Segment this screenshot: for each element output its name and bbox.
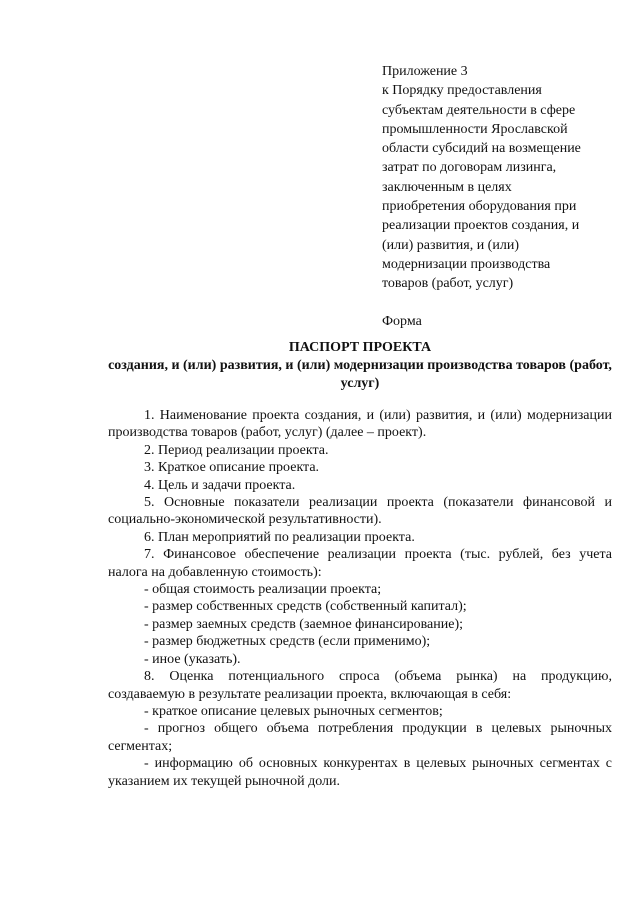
- document-title: [108, 339, 612, 393]
- document-body: [108, 407, 612, 790]
- title-main: ПАСПОРТ ПРОЕКТА: [288, 340, 432, 355]
- appendix-line: товаров (работ, услуг): [382, 276, 514, 292]
- body-item: 2. Период реализации проекта.: [144, 442, 329, 458]
- form-label: Форма: [382, 313, 422, 329]
- appendix-line: (или) развития, и (или): [382, 237, 519, 253]
- appendix-line: области субсидий на возмещение: [382, 141, 581, 157]
- title-subtitle: создания, и (или) развития, и (или) модернизации производства товаров (работ, услуг): [108, 358, 612, 391]
- appendix-line: Приложение 3: [382, 64, 468, 79]
- body-item: 8. Оценка потенциального спроса (объема рынка) на продукцию, создаваемую в результате реализации проекта, включающая в себя:: [108, 669, 612, 702]
- body-item: 3. Краткое описание проекта.: [144, 460, 320, 476]
- body-item: - размер бюджетных средств (если применимо);: [144, 634, 431, 650]
- body-item: - размер заемных средств (заемное финансирование);: [144, 616, 464, 632]
- body-item: 4. Цель и задачи проекта.: [144, 477, 296, 493]
- body-item: - прогноз общего объема потребления продукции в целевых рыночных сегментах;: [108, 721, 612, 754]
- appendix-line: заключенным в целях: [382, 179, 512, 195]
- appendix-line: затрат по договорам лизинга,: [382, 160, 557, 176]
- body-item: - общая стоимость реализации проекта;: [144, 582, 382, 598]
- body-item: 1. Наименование проекта создания, и (или) развития, и (или) модернизации производства товаров (работ, услуг) (далее – проект).: [108, 408, 612, 441]
- appendix-line: модернизации производства: [382, 256, 551, 272]
- body-item: 7. Финансовое обеспечение реализации проекта (тыс. рублей, без учета налога на добавленную стоимость):: [108, 547, 612, 580]
- body-item: - информацию об основных конкурентах в целевых рыночных сегментах с указанием их текущей рыночной доли.: [108, 756, 612, 789]
- appendix-line: субъектам деятельности в сфере: [382, 102, 576, 118]
- body-item: 6. План мероприятий по реализации проекта.: [144, 529, 415, 545]
- body-item: - краткое описание целевых рыночных сегментов;: [144, 703, 443, 719]
- appendix-line: приобретения оборудования при: [382, 199, 577, 215]
- appendix-line: реализации проектов создания, и: [382, 218, 580, 234]
- appendix-line: к Порядку предоставления: [382, 83, 542, 99]
- body-item: - размер собственных средств (собственный капитал);: [144, 599, 467, 615]
- appendix-line: промышленности Ярославской: [382, 121, 568, 137]
- body-item: - иное (указать).: [144, 651, 241, 667]
- appendix-header: [382, 62, 612, 331]
- body-item: 5. Основные показатели реализации проекта (показатели финансовой и социально-экономической результативности).: [108, 495, 612, 528]
